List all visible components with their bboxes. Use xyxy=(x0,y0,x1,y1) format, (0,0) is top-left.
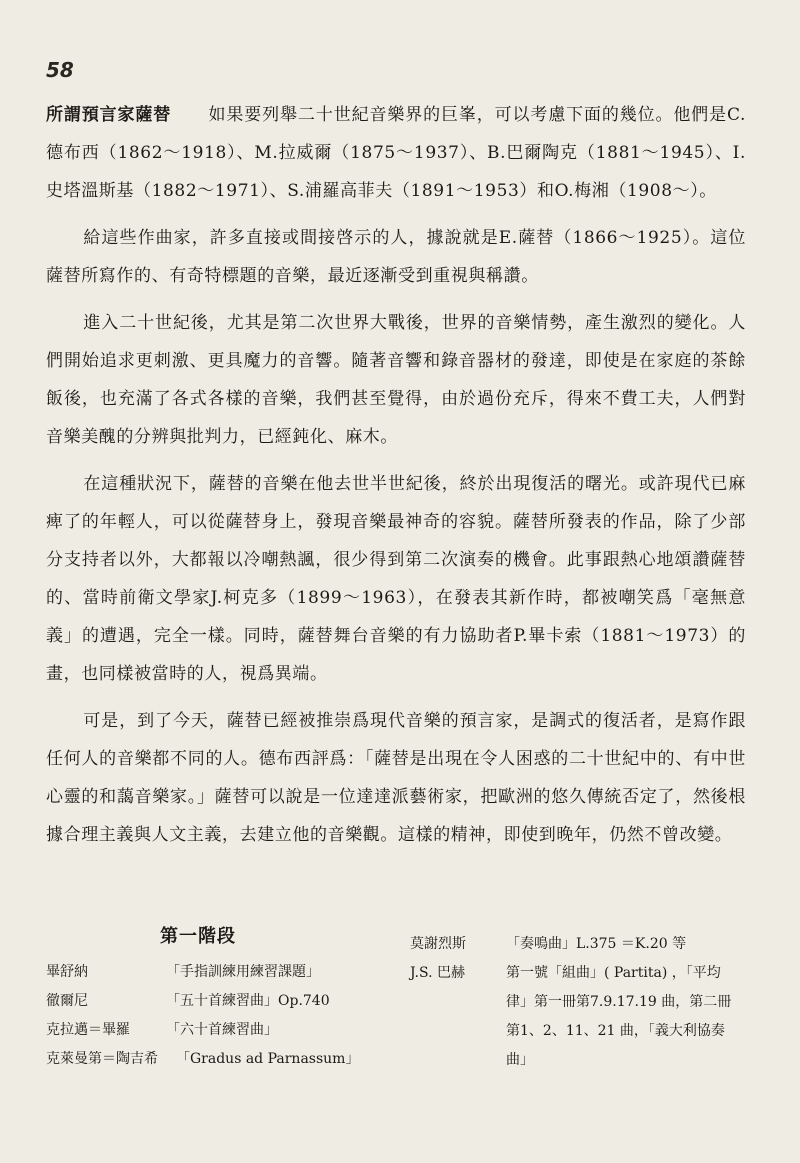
work-title: 「奏鳴曲」L.375 ＝K.20 等 xyxy=(506,936,687,952)
work-title: 「五十首練習曲」Op.740 xyxy=(166,993,330,1009)
list-item xyxy=(46,958,406,987)
paragraph: 給這些作曲家，許多直接或間接啓示的人，據說就是E.薩替（1866～1925）。這位薩替所寫作的、有奇特標題的音樂，最近逐漸受到重視與稱讚。 xyxy=(46,228,746,286)
paragraph-text: 如果要列舉二十世紀音樂界的巨峯，可以考慮下面的幾位。他們是C.德布西（1862～1918）、M.拉威爾（1875～1937）、B.巴爾陶克（1881～1945）、I.史塔溫斯基（1882～1971）、S.浦羅高菲夫（1891～1953）和O.梅湘（1908～）。 xyxy=(46,105,747,201)
paragraph: 可是，到了今天，薩替已經被推崇爲現代音樂的預言家，是調式的復活者，是寫作跟任何人的音樂都不同的人。德布西評爲：「薩替是出現在令人困惑的二十世紀中的、有中世心靈的和藹音樂家。」薩替可以說是一位達達派藝術家，把歐洲的悠久傳統否定了，然後根據合理主義與人文主義，去建立他的音樂觀。這樣的精神，即使到晚年，仍然不曾改變。 xyxy=(46,711,746,845)
work-title: 第一號「組曲」( Partita) ，「平均律」第一冊第7.9.17.19 曲，第二冊第1、2、11、21 曲，「義大利協奏曲」 xyxy=(506,965,732,1068)
composer-name: 徹爾尼 xyxy=(46,993,88,1009)
list-item xyxy=(46,987,406,1016)
study-list-left xyxy=(46,958,406,1074)
list-item xyxy=(410,959,740,1075)
work-title: 「六十首練習曲」 xyxy=(166,1022,278,1038)
page-number: 58 xyxy=(46,58,74,82)
composer-name: 克萊曼第＝陶吉希 xyxy=(46,1051,158,1067)
paragraph: 進入二十世紀後，尤其是第二次世界大戰後，世界的音樂情勢，產生激烈的變化。人們開始追求更刺激、更具魔力的音響。隨著音響和錄音器材的發達，即使是在家庭的茶餘飯後，也充滿了各式各樣的音樂，我們甚至覺得，由於過份充斥，得來不費工夫，人們對音樂美醜的分辨與批判力，已經鈍化、麻木。 xyxy=(46,313,746,447)
section-title: 所謂預言家薩替 xyxy=(46,105,172,125)
work-title: 「手指訓練用練習課題」 xyxy=(166,964,320,980)
composer-name: 莫謝烈斯 xyxy=(410,936,466,952)
list-item xyxy=(46,1045,406,1074)
list-item xyxy=(46,1016,406,1045)
stage-title: 第一階段 xyxy=(160,926,236,947)
study-list-right xyxy=(410,930,740,1075)
composer-name: 畢舒納 xyxy=(46,964,88,980)
body-text xyxy=(46,96,746,863)
list-item xyxy=(410,930,740,959)
composer-name: 克拉邁＝畢羅 xyxy=(46,1022,130,1038)
composer-name: J.S. 巴赫 xyxy=(410,965,465,981)
work-title: 「Gradus ad Parnassum」 xyxy=(176,1051,360,1067)
paragraph xyxy=(46,96,746,210)
paragraph: 在這種狀況下，薩替的音樂在他去世半世紀後，終於出現復活的曙光。或許現代已麻痺了的年輕人，可以從薩替身上，發現音樂最神奇的容貌。薩替所發表的作品，除了少部分支持者以外，大都報以冷嘲熱諷，很少得到第二次演奏的機會。此事跟熱心地頌讚薩替的、當時前衛文學家J.柯克多（1899～1963），在發表其新作時，都被嘲笑爲「毫無意義」的遭遇，完全一樣。同時，薩替舞台音樂的有力協助者P.畢卡索（1881～1973）的畫，也同樣被當時的人，視爲異端。 xyxy=(46,474,746,684)
